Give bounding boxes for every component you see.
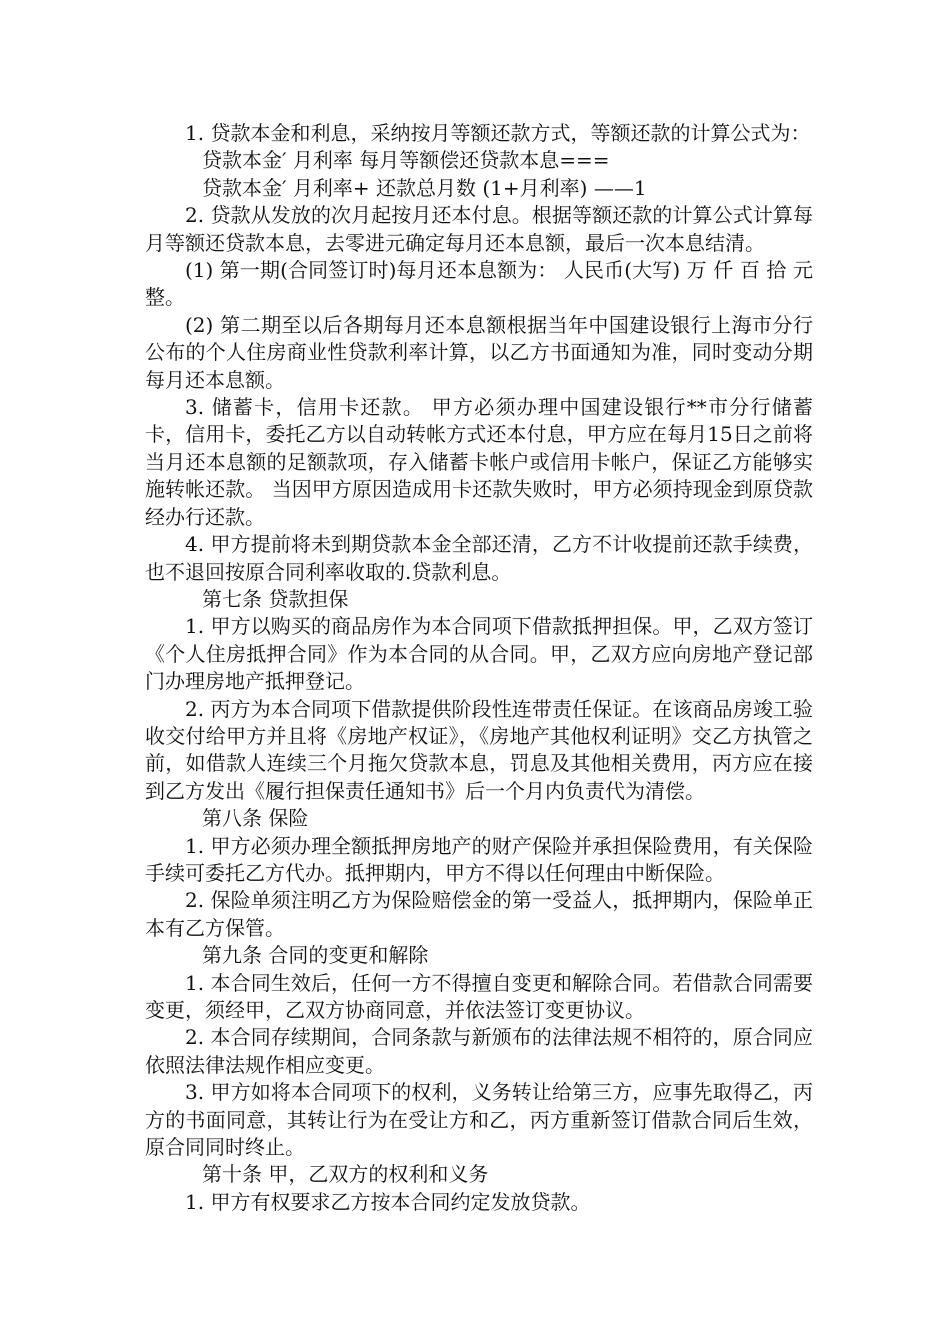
clause-card-repayment: 3. 储蓄卡，信用卡还款。 甲方必须办理中国建设银行**市分行储蓄卡，信用卡，委托乙方以自动转帐方式还本付息，甲方应在每月15日之前将当月还本息额的足额款项，存入储蓄卡帐户或信用卡帐户，保证乙方能够实施转帐还款。 当因甲方原因造成用卡还款失败时，甲方必须持现金到原贷款经办行还款。 [145, 395, 813, 529]
article-7-heading: 第七条 贷款担保 [202, 586, 349, 611]
document-page [145, 120, 813, 1216]
clause-insurance-beneficiary: 2. 保险单须注明乙方为保险赔偿金的第一受益人，抵押期内，保险单正本有乙方保管。 [145, 888, 813, 940]
clause-joint-liability: 2. 丙方为本合同项下借款提供阶段性连带责任保证。在该商品房竣工验收交付给甲方并且将《房地产权证》，《房地产其他权利证明》交乙方执管之前，如借款人连续三个月拖欠贷款本息，罚息及其他相关费用，丙方应在接到乙方发出《履行担保责任通知书》后一个月内负责代为清偿。 [145, 696, 813, 803]
clause-early-repayment: 4. 甲方提前将未到期贷款本金全部还清，乙方不计收提前还款手续费，也不退回按原合同利率收取的.贷款利息。 [145, 532, 813, 584]
clause-right-to-loan: 1. 甲方有权要求乙方按本合同约定发放贷款。 [185, 1189, 591, 1214]
article-8-heading: 第八条 保险 [202, 806, 309, 831]
clause-later-periods: (2) 第二期至以后各期每月还本息额根据当年中国建设银行上海市分行公布的个人住房商业性贷款利率计算，以乙方书面通知为准，同时变动分期每月还本息额。 [145, 312, 813, 392]
formula-line-1: 贷款本金′ 月利率 每月等额偿还贷款本息=== [202, 148, 610, 173]
clause-assignment: 3. 甲方如将本合同项下的权利，义务转让给第三方，应事先取得乙，丙方的书面同意，其转让行为在受让方和乙，丙方重新签订借款合同后生效，原合同同时终止。 [145, 1080, 813, 1160]
clause-mortgage-guarantee: 1. 甲方以购买的商品房作为本合同项下借款抵押担保。甲，乙双方签订《个人住房抵押合同》作为本合同的从合同。甲，乙双方应向房地产登记部门办理房地产抵押登记。 [145, 614, 813, 694]
clause-no-unilateral-change: 1. 本合同生效后，任何一方不得擅自变更和解除合同。若借款合同需要变更，须经甲，乙双方协商同意，并依法签订变更协议。 [145, 970, 813, 1022]
article-10-heading: 第十条 甲，乙双方的权利和义务 [202, 1162, 489, 1187]
formula-line-2: 贷款本金′ 月利率+ 还款总月数 (1+月利率) ——1 [202, 175, 647, 200]
clause-first-period: (1) 第一期(合同签订时)每月还本息额为： 人民币(大写) 万 仟 百 拾 元整。 [145, 258, 813, 310]
clause-property-insurance: 1. 甲方必须办理全额抵押房地产的财产保险并承担保险费用，有关保险手续可委托乙方代办。抵押期内，甲方不得以任何理由中断保险。 [145, 833, 813, 885]
clause-monthly-payment: 2. 贷款从发放的次月起按月还本付息。根据等额还款的计算公式计算每月等额还贷款本息，去零进元确定每月还本息额，最后一次本息结清。 [145, 203, 813, 255]
article-9-heading: 第九条 合同的变更和解除 [202, 943, 429, 968]
clause-law-change: 2. 本合同存续期间，合同条款与新颁布的法律法规不相符的，原合同应依照法律法规作相应变更。 [145, 1025, 813, 1077]
clause-repayment-method: 1. 贷款本金和利息，采纳按月等额还款方式，等额还款的计算公式为： [185, 121, 811, 145]
